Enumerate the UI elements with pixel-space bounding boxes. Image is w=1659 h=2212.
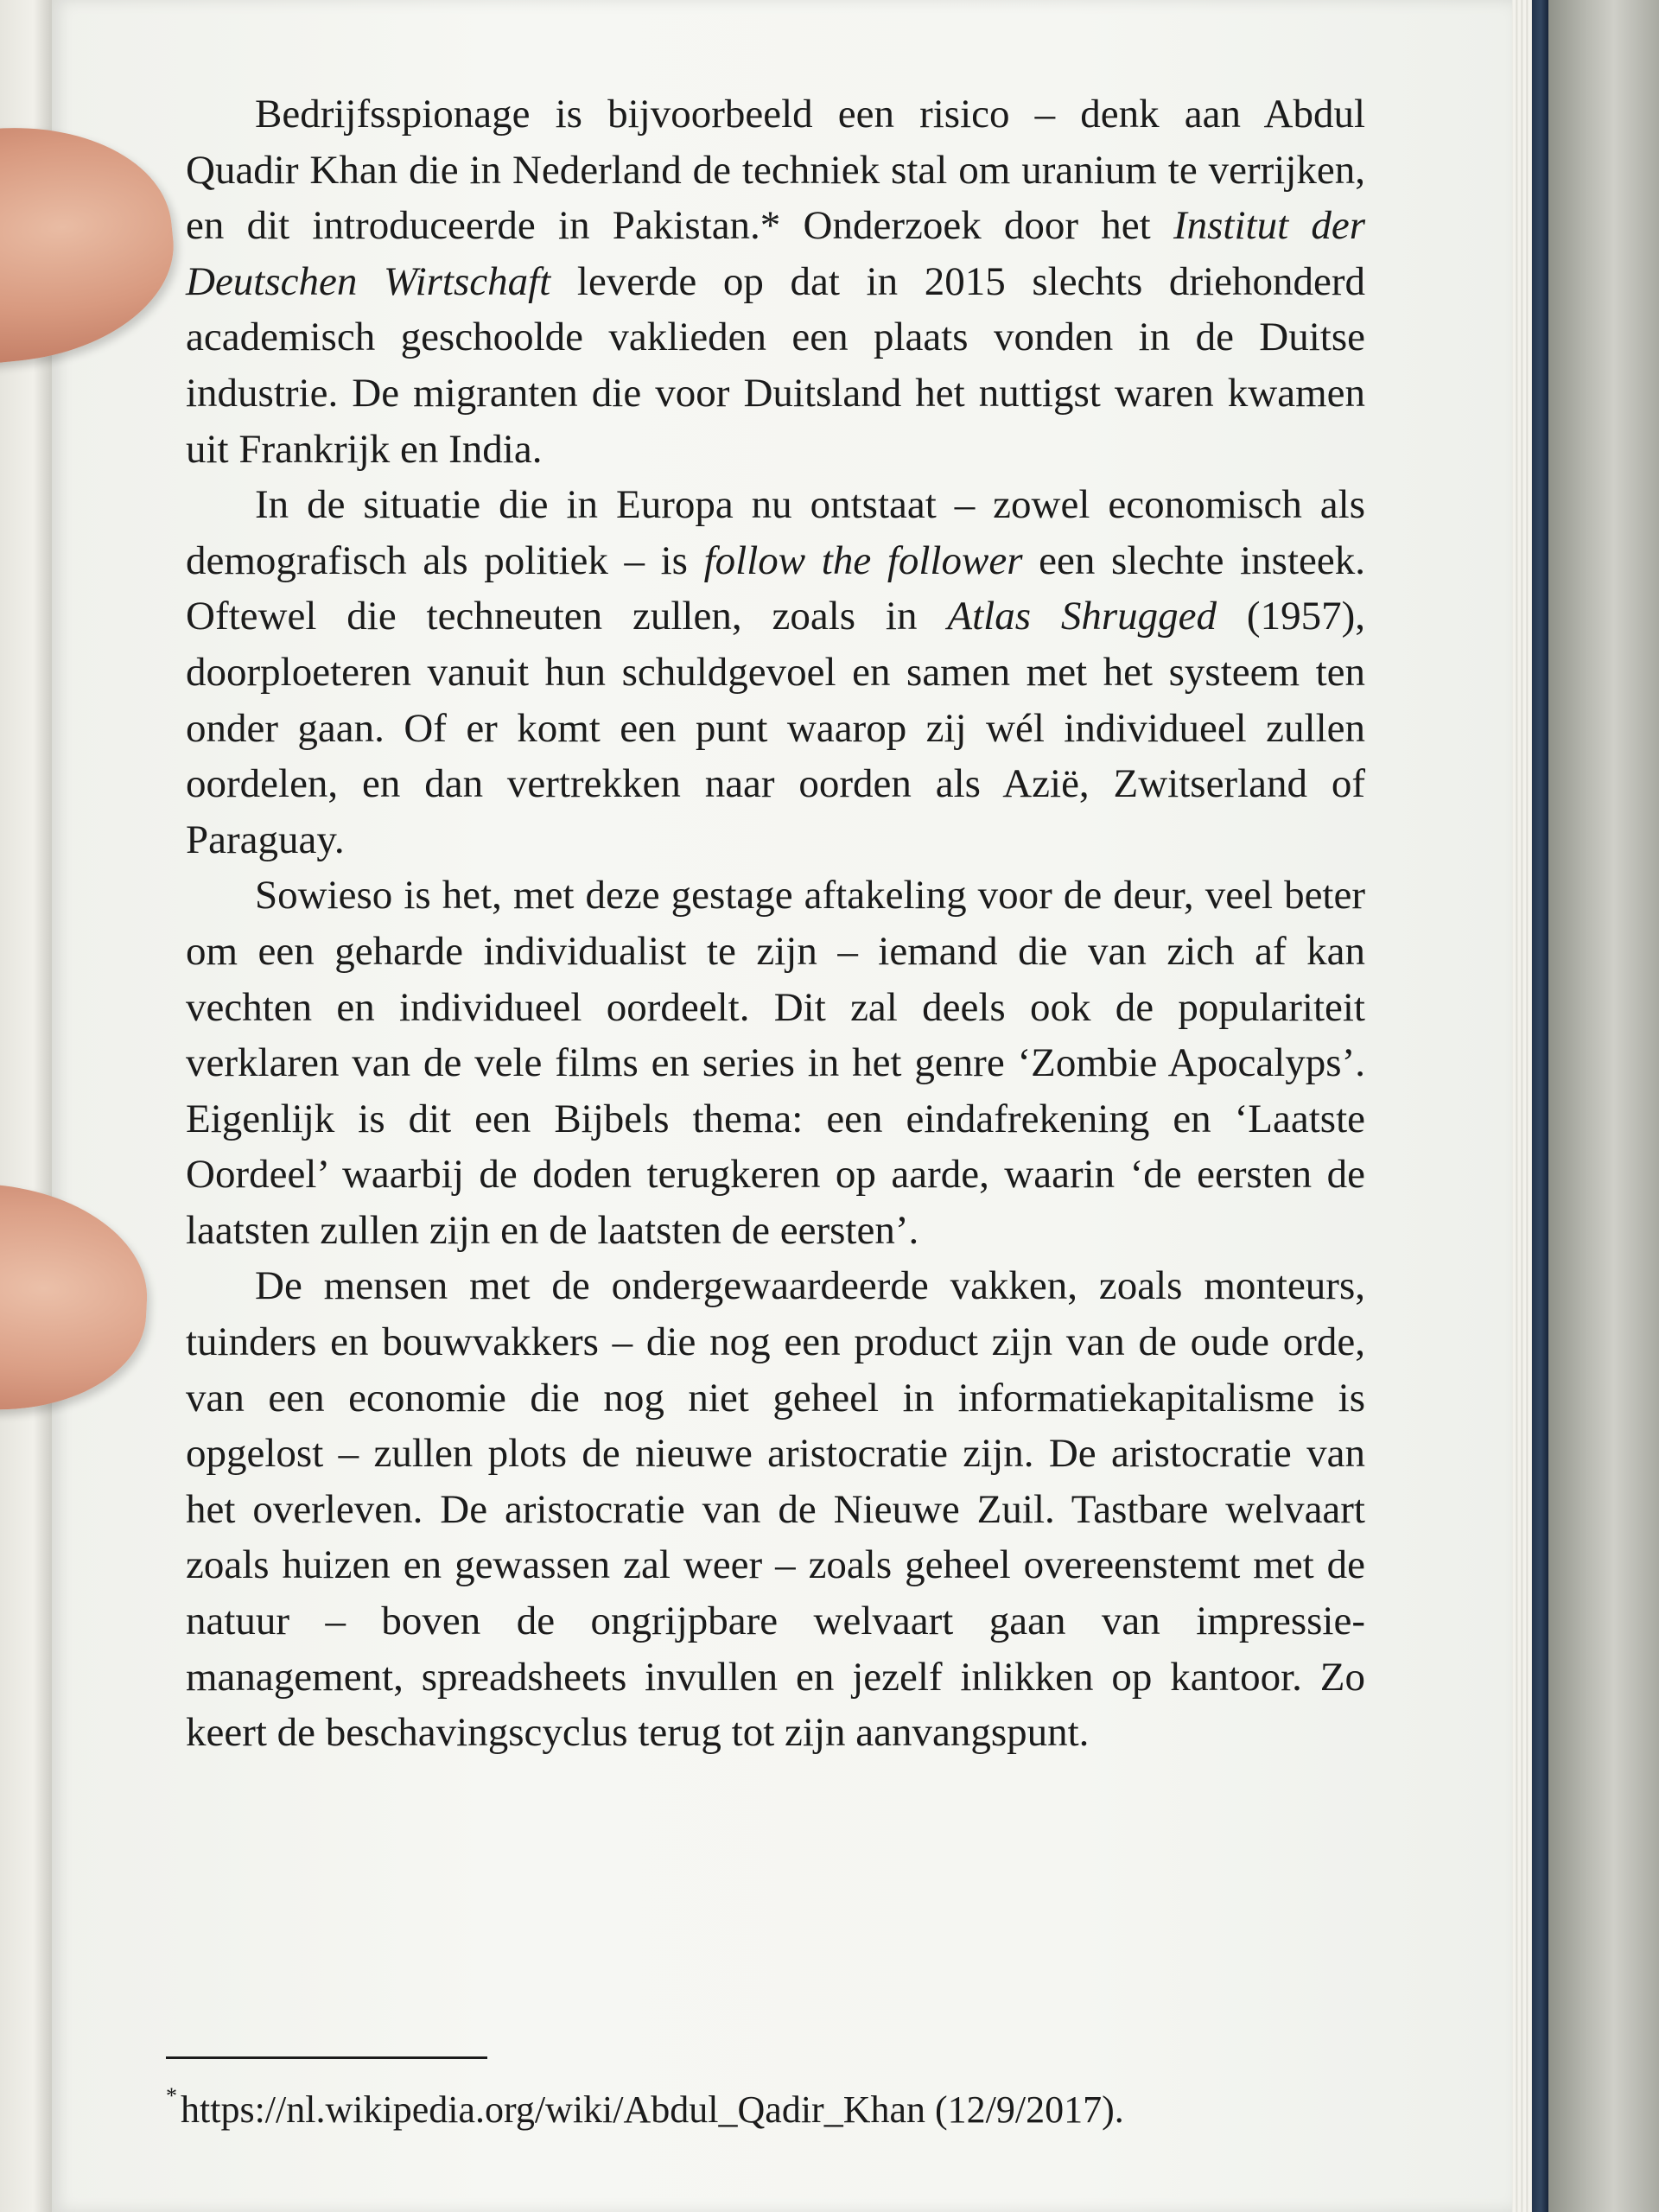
footnote-divider [166,2056,487,2059]
paragraph-2 [186,477,1365,868]
paragraph-3 [186,868,1365,1258]
footnote-text: https://nl.wikipedia.org/wiki/Abdul_Qadir_Khan (12/9/2017). [181,2088,1124,2131]
background-cloth [1547,0,1659,2212]
p3-seg-1: Sowieso is het, met deze gestage aftakeling voor de deur, veel beter om een geharde individualist te zijn – iemand die van zich af kan vechten en individueel oordeelt. Dit zal deels ook de populariteit verklaren van de vele films en series in het genre ‘Zombie Apocalyps’. Eigenlijk is dit een Bijbels thema: een eindafrekening en ‘Laatste Oordeel’ waarbij de doden terugkeren op aarde, waarin ‘de eersten de laatsten zullen zijn en de laatsten de eersten’. [186,873,1365,1253]
p1-seg-3: leverde op dat in 2015 slechts driehonderd academisch geschoolde vaklieden een plaats vonden in de Duitse industrie. De migranten die voor Duitsland het nuttigst waren kwamen uit Frankrijk en India. [186,258,1365,472]
body-text [186,86,1365,1761]
footnote [166,2069,1289,2137]
p2-italic-follow: follow the follower [703,537,1023,583]
paragraph-4 [186,1258,1365,1760]
p2-italic-atlas: Atlas Shrugged [947,594,1217,639]
book-cover-edge [1529,0,1548,2212]
p4-seg-1: De mensen met de ondergewaardeerde vakken, zoals monteurs, tuinders en bouwvakkers – die nog een product zijn van de oude orde, van een economie die nog niet geheel in informatiekapitalisme is opgelost – zullen plots de nieuwe aristocratie zijn. De aristocratie van het overleven. De aristocratie van de Nieuwe Zuil. Tastbare welvaart zoals huizen en gewassen zal weer – zoals geheel overeenstemt met de natuur – boven de ongrijpbare welvaart gaan van impressie-management, spreadsheets invullen en jezelf inlikken op kantoor. Zo keert de beschavingscyclus terug tot zijn aanvangspunt. [186,1263,1365,1756]
paragraph-1 [186,86,1365,477]
p2-seg-1: In de situatie die in Europa nu ontstaat – zowel economisch als demografisch als politiek – is [186,482,1365,583]
p1-seg-1: Bedrijfsspionage is bijvoorbeeld een risico – denk aan Abdul Quadir Khan die in Nederland de techniek stal om uranium te verrijken, en dit introduceerde in Pakistan.* Onderzoek door het [186,92,1365,249]
p2-seg-3: een slechte insteek. Oftewel die techneuten zullen, zoals in [186,537,1365,639]
p1-italic-institut: Institut der Deutschen Wirtschaft [186,203,1366,304]
p2-seg-5: (1957), doorploeteren vanuit hun schuldgevoel en samen met het systeem ten onder gaan. Of er komt een punt waarop zij wél individueel zullen oordelen, en dan vertrekken naar oorden als Azië, Zwitserland of Paraguay. [186,594,1365,862]
footnote-marker: * [166,2083,177,2108]
